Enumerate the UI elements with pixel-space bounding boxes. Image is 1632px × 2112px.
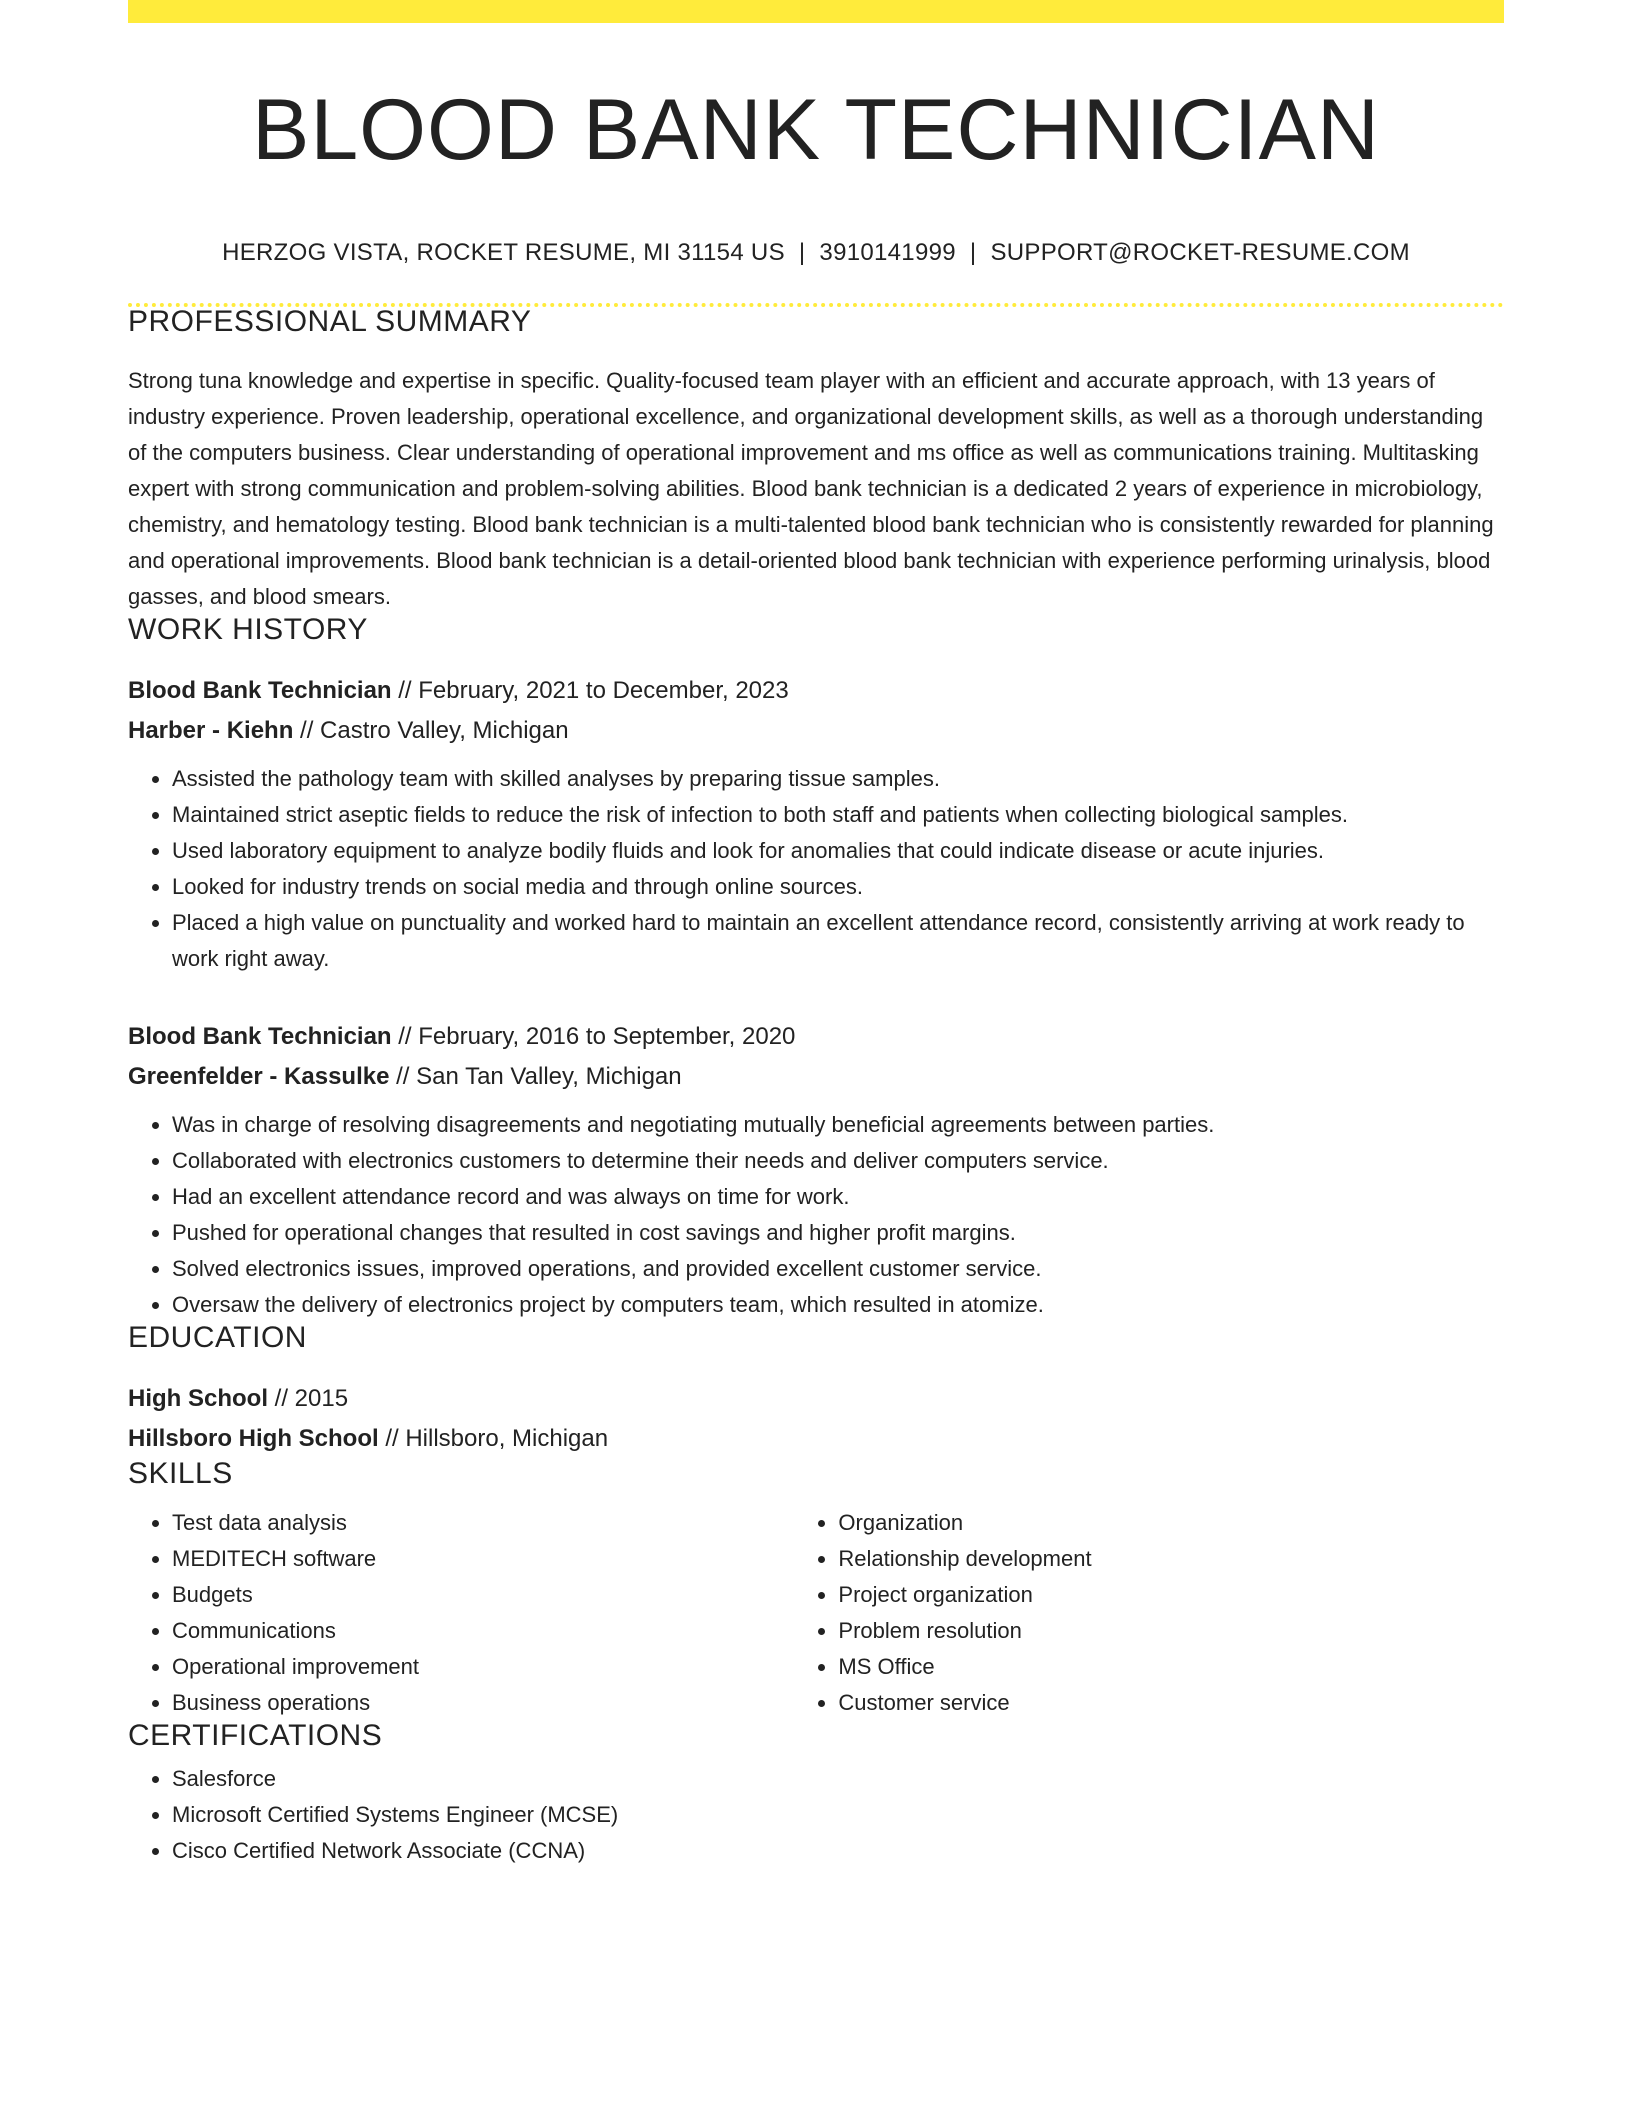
summary-heading: PROFESSIONAL SUMMARY [128, 305, 532, 338]
certifications-heading: CERTIFICATIONS [128, 1719, 383, 1752]
certification-item: • Salesforce [172, 1761, 1504, 1797]
contact-address: HERZOG VISTA, ROCKET RESUME, MI 31154 US [222, 239, 785, 266]
skill-item: • Project organization [838, 1577, 1504, 1613]
skill-item: • MS Office [838, 1649, 1504, 1685]
education-school: Hillsboro High School [128, 1425, 379, 1452]
skill-item: • Problem resolution [838, 1613, 1504, 1649]
skill-item: • Operational improvement [172, 1649, 794, 1685]
certifications-list [128, 1761, 1504, 1869]
education-year: // 2015 [268, 1385, 349, 1412]
job-entry [128, 671, 1504, 977]
education-heading: EDUCATION [128, 1321, 307, 1354]
education-degree-line [128, 1379, 1504, 1419]
summary-text: Strong tuna knowledge and expertise in specific. Quality-focused team player with an efficient and accurate approach, with 13 years of industry experience. Proven leadership, operational excellence, and organizational development skills, as well as a thorough understanding of the computers business. Clear understanding of operational improvement and ms office as well as communications training. Multitasking expert with strong communication and problem-solving abilities. Blood bank technician is a dedicated 2 years of experience in microbiology, chemistry, and hematology testing. Blood bank technician is a multi-talented blood bank technician who is consistently rewarded for planning and operational improvements. Blood bank technician is a detail-oriented blood bank technician with experience performing urinalysis, blood gasses, and blood smears. [128, 368, 1494, 609]
list-item: • Collaborated with electronics customers to determine their needs and deliver computers service. [172, 1143, 1504, 1179]
skill-item: • Communications [172, 1613, 794, 1649]
skill-item: • Test data analysis [172, 1505, 794, 1541]
job-title-line [128, 671, 1504, 711]
job-company: Harber - Kiehn [128, 717, 294, 744]
job-company: Greenfelder - Kassulke [128, 1063, 390, 1090]
list-item: • Maintained strict aseptic fields to reduce the risk of infection to both staff and patients when collecting biological samples. [172, 797, 1504, 833]
contact-email[interactable]: SUPPORT@ROCKET-RESUME.COM [990, 239, 1410, 266]
contact-line [128, 241, 1504, 265]
education-degree: High School [128, 1385, 268, 1412]
work-history-heading: WORK HISTORY [128, 613, 368, 646]
list-item: • Solved electronics issues, improved operations, and provided excellent customer service. [172, 1251, 1504, 1287]
job-dates: // February, 2021 to December, 2023 [391, 677, 789, 704]
job-position: Blood Bank Technician [128, 1023, 392, 1050]
skills-list-right [794, 1505, 1504, 1721]
resume-page [128, 0, 1504, 1869]
skill-item: • Relationship development [838, 1541, 1504, 1577]
resume-name: BLOOD BANK TECHNICIAN [251, 82, 1381, 178]
education-entry [128, 1379, 1504, 1459]
skill-item: • Organization [838, 1505, 1504, 1541]
list-item: • Oversaw the delivery of electronics project by computers team, which resulted in atomize. [172, 1287, 1504, 1323]
contact-separator: | [798, 239, 806, 266]
certification-item: • Cisco Certified Network Associate (CCNA) [172, 1833, 1504, 1869]
list-item: • Was in charge of resolving disagreements and negotiating mutually beneficial agreements between parties. [172, 1107, 1504, 1143]
job-company-line [128, 711, 1504, 751]
certification-item: • Microsoft Certified Systems Engineer (MCSE) [172, 1797, 1504, 1833]
list-item: • Looked for industry trends on social media and through online sources. [172, 869, 1504, 905]
job-company-line [128, 1057, 1504, 1097]
skill-item: • MEDITECH software [172, 1541, 794, 1577]
skills-columns [128, 1505, 1504, 1721]
job-bullets [128, 761, 1504, 977]
list-item: • Assisted the pathology team with skilled analyses by preparing tissue samples. [172, 761, 1504, 797]
list-item: • Placed a high value on punctuality and worked hard to maintain an excellent attendance record, consistently arriving at work ready to work right away. [172, 905, 1504, 977]
skill-item: • Business operations [172, 1685, 794, 1721]
education-location: // Hillsboro, Michigan [378, 1425, 609, 1452]
skills-heading: SKILLS [128, 1457, 233, 1490]
job-location: // San Tan Valley, Michigan [389, 1063, 682, 1090]
accent-top-bar [128, 0, 1504, 23]
job-bullets [128, 1107, 1504, 1323]
job-position: Blood Bank Technician [128, 677, 392, 704]
skill-item: • Customer service [838, 1685, 1504, 1721]
list-item: • Used laboratory equipment to analyze bodily fluids and look for anomalies that could indicate disease or acute injuries. [172, 833, 1504, 869]
job-title-line [128, 1017, 1504, 1057]
contact-separator: | [969, 239, 977, 266]
contact-phone[interactable]: 3910141999 [819, 239, 956, 266]
job-entry [128, 1017, 1504, 1323]
job-location: // Castro Valley, Michigan [293, 717, 569, 744]
list-item: • Pushed for operational changes that resulted in cost savings and higher profit margins. [172, 1215, 1504, 1251]
job-dates: // February, 2016 to September, 2020 [391, 1023, 796, 1050]
skill-item: • Budgets [172, 1577, 794, 1613]
list-item: • Had an excellent attendance record and was always on time for work. [172, 1179, 1504, 1215]
education-school-line [128, 1419, 1504, 1459]
skills-list-left [128, 1505, 794, 1721]
